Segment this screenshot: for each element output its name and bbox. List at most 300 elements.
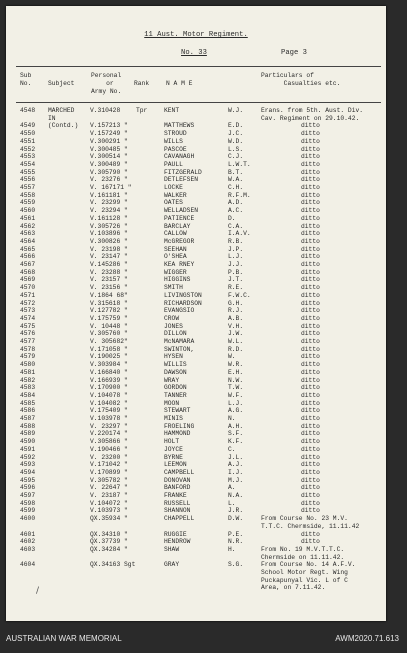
row-initials: R.B. [228,237,244,245]
row-army-no: QX.35934 " [90,515,128,523]
row-particulars: ditto [301,299,320,307]
row-initials: W.F. [228,391,244,399]
row-initials: N.W. [228,376,244,384]
row-name: SEEHAN [164,245,187,253]
col-header-particulars: Particulars of Casualties etc. [261,72,341,87]
row-sub-no: 4596 [20,484,36,492]
row-name: LIVINGSTON [164,291,202,299]
row-sub-no: 4565 [20,245,36,253]
row-army-no: V. 305682" [90,338,128,345]
row-name: FRANKE [164,492,187,499]
row-sub-no: 4603 [20,545,36,553]
row-name: MATTHEWS [164,122,195,130]
row-sub-no: 4558 [20,191,36,199]
col-header-personal: Personal or Army No. [91,72,122,95]
row-particulars: ditto [301,415,320,422]
row-particulars: ditto [301,430,320,438]
row-particulars: ditto [301,484,320,492]
row-sub-no: 4566 [20,253,36,261]
row-army-no: QX.34284 " [90,545,128,553]
row-particulars: ditto [301,237,320,245]
row-initials: R.D. [228,345,244,353]
row-army-no: V.103896 " [90,230,128,238]
row-army-no: V.305782 " [90,476,128,484]
row-name: KENT [164,107,180,114]
row-name: PASCOE [164,145,187,153]
row-initials: A.C. [228,207,244,215]
row-sub-no: 4604 [20,561,36,569]
row-particulars: ditto [301,507,320,515]
footer-accession: AWM2020.71.613 [335,634,399,643]
row-army-no: V. 23157 " [90,276,128,284]
row-army-no: V.157213 " [90,122,128,130]
row-sub-no: 4581 [20,368,36,376]
row-initials: B.T. [228,168,244,176]
row-name: OATES [164,199,183,207]
row-sub-no: 4584 [20,391,36,399]
row-sub-no: 4573 [20,307,36,315]
row-particulars: ditto [301,499,320,507]
row-name: WRAY [164,376,180,384]
row-initials: V.H. [228,322,244,330]
row-particulars: ditto [301,376,320,384]
row-army-no: V.166840 " [90,368,128,376]
row-army-no: V.127782 " [90,307,128,315]
row-name: CALLOW [164,230,187,238]
row-name: CAMPBELL [164,468,195,476]
row-sub-no: 4602 [20,538,36,546]
row-army-no: V.305866 " [90,438,128,446]
row-particulars: ditto [301,314,320,322]
row-particulars: ditto [301,253,320,261]
row-sub-no: 4582 [20,376,36,384]
row-name: GORDON [164,384,187,392]
row-army-no: V.161128 " [90,214,128,222]
row-name: RUSSELL [164,499,191,507]
row-name: PATIENCE [164,214,195,222]
row-particulars: ditto [301,130,320,138]
row-name: WALKER [164,191,187,199]
order-number: No. 33 [181,49,207,57]
row-sub-no: 4550 [20,130,36,138]
row-particulars: ditto [301,461,320,469]
row-subject: MARCHED [48,107,75,114]
row-sub-no: 4576 [20,330,36,338]
row-particulars: ditto [301,330,320,338]
row-army-no: QX.34163 Sgt [90,561,136,569]
row-initials: R.F.M. [228,191,251,199]
row-initials: S.F. [228,430,244,438]
row-sub-no: 4588 [20,422,36,430]
row-initials: W.A. [228,176,244,184]
row-name: EVANGSIO [164,307,195,315]
row-initials: D.W. [228,515,244,523]
row-sub-no: 4574 [20,314,36,322]
header-rule-top [16,66,381,67]
row-initials: J.J. [228,261,244,268]
row-army-no: V.300485 " [90,145,128,153]
row-name: LEEMON [164,461,187,469]
row-particulars: ditto [301,445,320,453]
row-army-no: QX.34310 " [90,530,128,538]
row-particulars: ditto [301,191,320,199]
row-initials: C.H. [228,184,244,191]
document-title: 11 Aust. Motor Regiment. [144,31,248,39]
row-name: McGREGOR [164,237,195,245]
row-name: HIGGINS [164,276,191,284]
row-sub-no: 4587 [20,415,36,422]
row-army-no: V.170899 " [90,468,128,476]
row-army-no: V.220174 " [90,430,128,438]
row-army-no: V. 23200 " [90,453,128,461]
row-sub-no: 4555 [20,168,36,176]
row-name: HOLT [164,438,180,446]
row-initials: M.J. [228,476,244,484]
row-name: SHAW [164,545,180,553]
row-name: STEWART [164,407,191,415]
row-army-no: V.190025 " [90,353,128,361]
row-army-no: V.103973 " [90,507,128,515]
row-name: BYRNE [164,453,183,461]
row-sub-no: 4569 [20,276,36,284]
row-name: CAVANAGH [164,153,195,161]
row-name: O'SHEA [164,253,187,261]
row-initials: E.D. [228,122,244,130]
row-sub-no: 4557 [20,184,36,191]
row-initials: G.H. [228,299,244,307]
row-name: SWINTON, [164,345,195,353]
row-name: HAMMOND [164,430,191,438]
row-name: FROELING [164,422,195,430]
row-army-no: V.305790 " [90,168,128,176]
row-initials: W.L. [228,338,244,345]
row-army-no: V. 23294 " [90,207,128,215]
row-initials: P.B. [228,268,244,276]
row-sub-no: 4560 [20,207,36,215]
row-sub-no: 4567 [20,261,36,268]
row-initials: N.R. [228,538,244,546]
row-particulars: ditto [301,453,320,461]
row-subject: (Contd.) [48,122,79,130]
row-initials: W.D. [228,137,244,145]
row-particulars: ditto [301,407,320,415]
row-army-no: V.300291 " [90,137,128,145]
row-sub-no: 4600 [20,515,36,523]
row-particulars: ditto [301,245,320,253]
row-army-no: V.315618 " [90,299,128,307]
row-particulars: ditto [301,422,320,430]
row-name: BANFORD [164,484,191,492]
row-sub-no: 4589 [20,430,36,438]
row-initials: L.J. [228,253,244,261]
row-name: DAWSON [164,368,187,376]
row-army-no: V. 23198 " [90,245,128,253]
row-particulars: ditto [301,261,320,268]
row-army-no: V. 23156 " [90,284,128,292]
row-army-no: V. 10448 " [90,322,128,330]
row-name: RUGGIE [164,530,187,538]
row-particulars: Erans. from 5th. Aust. Div. [261,107,364,114]
row-name: SMITH [164,284,183,292]
row-army-no: V.303984 " [90,361,128,369]
row-name: CROW [164,314,180,322]
row-name: WIGGER [164,268,187,276]
row-sub-no: 4570 [20,284,36,292]
row-particulars: ditto [301,399,320,407]
row-particulars: ditto [301,476,320,484]
row-name: HENDROW [164,538,191,546]
row-name: McNAMARA [164,338,195,345]
row-particulars: ditto [301,122,320,130]
row-sub-no: 4598 [20,499,36,507]
row-sub-no: 4593 [20,461,36,469]
row-initials: A.D. [228,199,244,207]
row-initials: N. [228,415,236,422]
row-particulars: From No. 19 M.V.T.T.C. [261,545,345,553]
row-sub-no: 4559 [20,199,36,207]
row-sub-no: 4586 [20,407,36,415]
row-army-no: V.305726 " [90,222,128,230]
row-sub-no: 4577 [20,338,36,345]
row-initials: L.W.T. [228,160,251,168]
row-name: RICHARDSON [164,299,202,307]
row-sub-no: 4591 [20,445,36,453]
row-army-no: V.170900 " [90,384,128,392]
document-page [6,6,386,621]
row-initials: I.J. [228,468,244,476]
row-particulars: Chermside on 11.11.42. [261,553,345,561]
row-sub-no: 4554 [20,160,36,168]
row-army-no: V.104072 " [90,499,128,507]
row-particulars: ditto [301,160,320,168]
row-particulars: From Course No. 23 M.V. [261,515,348,523]
row-initials: C.A. [228,222,244,230]
row-sub-no: 4564 [20,237,36,245]
row-sub-no: 4571 [20,291,36,299]
row-particulars: ditto [301,153,320,161]
row-particulars: ditto [301,276,320,284]
row-initials: T.W. [228,384,244,392]
row-name: BARCLAY [164,222,191,230]
row-sub-no: 4549 [20,122,36,130]
row-name: WILLIS [164,361,187,369]
row-name: DILLON [164,330,187,338]
row-particulars: ditto [301,214,320,222]
row-initials: A.H. [228,422,244,430]
row-initials: K.F. [228,438,244,446]
row-army-no: V.175409 " [90,407,128,415]
row-particulars: ditto [301,368,320,376]
row-initials: A.G. [228,407,244,415]
row-particulars: School Motor Regt. Wing [261,569,348,576]
row-particulars: ditto [301,137,320,145]
row-name: LOCKE [164,184,183,191]
row-sub-no: 4580 [20,361,36,369]
row-army-no: V.305760 " [90,330,128,338]
row-initials: W. [228,353,236,361]
row-particulars: ditto [301,391,320,399]
row-particulars: ditto [301,345,320,353]
row-sub-no: 4553 [20,153,36,161]
row-initials: J.R. [228,507,244,515]
row-army-no: V.157249 " [90,130,128,138]
row-army-no: V.300489 " [90,160,128,168]
row-army-no: V.166939 " [90,376,128,384]
row-initials: A.B. [228,314,244,322]
row-name: FITZGERALD [164,168,202,176]
row-rank: Tpr [136,107,148,114]
col-header-name: N A M E [166,80,193,87]
row-initials: J.W. [228,330,244,338]
row-initials: L.S. [228,145,244,153]
row-initials: J.T. [228,276,244,284]
row-sub-no: 4579 [20,353,36,361]
row-army-no: V. 22647 " [90,484,128,492]
row-initials: J.L. [228,453,244,461]
row-army-no: V. 23297 " [90,422,128,430]
row-sub-no: 4552 [20,145,36,153]
row-initials: L. [228,499,236,507]
row-initials: P.E. [228,530,244,538]
row-army-no: V.190466 " [90,445,128,453]
row-name: PAULL [164,160,183,168]
row-initials: N.A. [228,492,244,499]
row-sub-no: 4563 [20,230,36,238]
row-sub-no: 4556 [20,176,36,184]
row-particulars: ditto [301,468,320,476]
row-particulars: ditto [301,284,320,292]
row-army-no: V.171042 " [90,461,128,469]
row-sub-no: 4548 [20,107,36,114]
row-army-no: V.175759 " [90,314,128,322]
row-particulars: ditto [301,438,320,446]
row-army-no: V.103978 " [90,415,128,422]
row-particulars: Puckapunyal Vic. L of C [261,576,348,584]
row-sub-no: 4599 [20,507,36,515]
row-name: WELLADSEN [164,207,199,215]
row-particulars: ditto [301,184,320,191]
row-sub-no: 4561 [20,214,36,222]
footer-institution: AUSTRALIAN WAR MEMORIAL [6,634,122,643]
row-particulars: ditto [301,361,320,369]
header-rule-bottom [16,102,381,103]
row-particulars: ditto [301,384,320,392]
row-particulars: T.T.C. Chermside, 11.11.42 [261,522,360,530]
row-particulars: ditto [301,176,320,184]
pencil-mark: / [36,586,40,596]
row-name: CHAPPELL [164,515,195,523]
row-particulars: ditto [301,230,320,238]
row-army-no: V.161181 " [90,191,128,199]
row-particulars: ditto [301,353,320,361]
row-initials: J.C. [228,130,244,138]
row-army-no: V.104082 " [90,399,128,407]
row-name: STROUD [164,130,187,138]
col-header-rank: Rank [134,80,150,87]
row-sub-no: 4595 [20,476,36,484]
row-initials: C. [228,445,236,453]
row-name: JOYCE [164,445,183,453]
row-sub-no: 4594 [20,468,36,476]
row-initials: I.A.V. [228,230,251,238]
row-army-no: V.310428 [90,107,121,114]
row-sub-no: 4562 [20,222,36,230]
row-particulars: From Course No. 14 A.F.V. [261,561,356,569]
row-army-no: V.300514 " [90,153,128,161]
row-initials: J.P. [228,245,244,253]
row-name: GRAY [164,561,180,569]
row-initials: R.J. [228,307,244,315]
row-initials: C.J. [228,153,244,161]
row-name: MINIS [164,415,183,422]
row-name: WILLS [164,137,183,145]
row-particulars: ditto [301,168,320,176]
row-initials: W.R. [228,361,244,369]
row-initials: D. [228,214,236,222]
row-sub-no: 4601 [20,530,36,538]
row-particulars: ditto [301,530,320,538]
row-army-no: V.145286 " [90,261,128,268]
row-army-no: V. 23187 " [90,492,128,499]
row-sub-no: 4551 [20,137,36,145]
row-name: SHANNON [164,507,191,515]
row-sub-no: 4590 [20,438,36,446]
row-initials: E.H. [228,368,244,376]
row-particulars: Cav. Regiment on 29.10.42. [261,114,360,122]
row-name: JONES [164,322,183,330]
row-sub-no: 4568 [20,268,36,276]
row-army-no: V. 167171 " [90,184,132,191]
row-army-no: V. 23299 " [90,199,128,207]
row-particulars: ditto [301,199,320,207]
row-name: TANNER [164,391,187,399]
row-sub-no: 4575 [20,322,36,330]
row-initials: S.G. [228,561,244,569]
row-army-no: V. 23276 " [90,176,128,184]
row-sub-no: 4578 [20,345,36,353]
row-army-no: V.104078 " [90,391,128,399]
col-header-sub-no: Sub No. [20,72,32,87]
row-name: HYSEN [164,353,183,361]
row-particulars: ditto [301,307,320,315]
row-particulars: ditto [301,207,320,215]
row-name: DETLEFSEN [164,176,199,184]
row-subject: IN [48,114,56,122]
row-particulars: ditto [301,322,320,330]
footer-bar [0,624,407,653]
row-initials: R.E. [228,284,244,292]
row-sub-no: 4592 [20,453,36,461]
row-sub-no: 4585 [20,399,36,407]
row-particulars: Area, on 7.11.42. [261,584,326,592]
row-initials: H. [228,545,236,553]
row-name: DONOVAN [164,476,191,484]
row-initials: W.J. [228,107,244,114]
row-army-no: V.1864 68" [90,291,128,299]
row-initials: A.J. [228,461,244,469]
row-particulars: ditto [301,338,320,345]
row-army-no: V.300826 " [90,237,128,245]
row-army-no: V. 23147 " [90,253,128,261]
row-name: KEA RNEY [164,261,195,268]
row-sub-no: 4597 [20,492,36,499]
row-sub-no: 4572 [20,299,36,307]
row-particulars: ditto [301,145,320,153]
row-initials: A. [228,484,236,492]
row-army-no: QX.37739 " [90,538,128,546]
col-header-subject: Subject [48,80,75,87]
row-initials: L.J. [228,399,244,407]
